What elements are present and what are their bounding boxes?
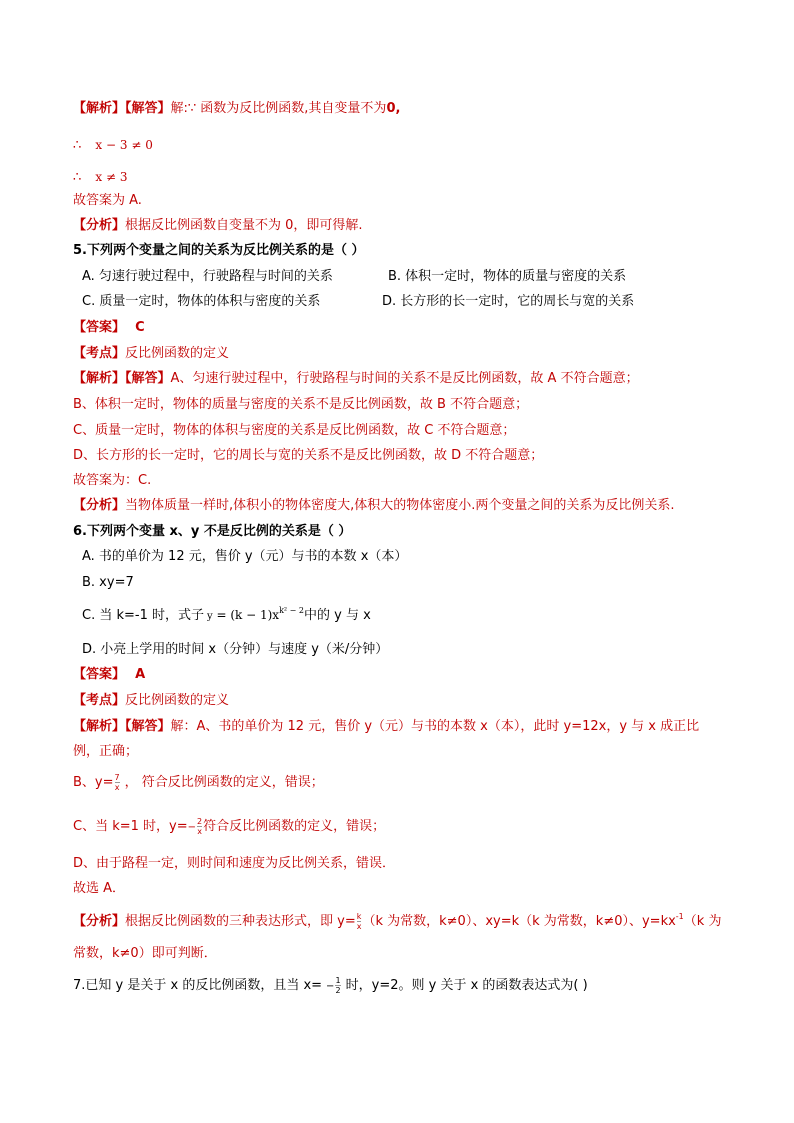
q4-analysis-line: 【解析】【解答】解:∵ 函数为反比例函数,其自变量不为0, (73, 101, 401, 116)
q6-kaodian: 【考点】反比例函数的定义 (73, 693, 230, 708)
q6-analysis-b: B、y= $\frac{7}{x}$ ， 符合反比例函数的定义，错误； (73, 773, 324, 792)
q6-option-d: D. 小亮上学用的时间 x（分钟）与速度 y（米/分钟） (82, 642, 389, 657)
q4-answer-line: 故答案为 A. (73, 193, 142, 208)
q6-analysis-2: 例，正确； (73, 744, 139, 759)
q5-analysis-2: B、体积一定时，物体的质量与密度的关系不是反比例函数，故 B 不符合题意； (73, 397, 529, 412)
q6-analysis-1: 【解析】【解答】解：A、书的单价为 12 元，售价 y（元）与书的本数 x（本），此时 y=12x，y 与 x 成正比 (73, 719, 700, 734)
q5-analysis-1: 【解析】【解答】A、匀速行驶过程中，行驶路程与时间的关系不是反比例函数，故 A 不符合题意； (73, 371, 639, 386)
q5-analysis-4: D、长方形的长一定时，它的周长与宽的关系不是反比例函数，故 D 不符合题意； (73, 448, 544, 463)
q5-options-row-1 (82, 268, 682, 286)
q6-option-a: A. 书的单价为 12 元，售价 y（元）与书的本数 x（本） (82, 549, 408, 564)
q5-options-row-2 (82, 293, 682, 311)
q5-option-b: B. 体积一定时，物体的质量与密度的关系 (388, 269, 627, 284)
q4-fenxi-line: 【分析】根据反比例函数自变量不为 0，即可得解. (73, 218, 363, 233)
fraction: $\frac{1}{2}$ (335, 976, 341, 995)
q5-analysis-3: C、质量一定时，物体的体积与密度的关系是反比例函数，故 C 不符合题意； (73, 423, 516, 438)
q5-option-a: A. 匀速行驶过程中，行驶路程与时间的关系 (82, 269, 333, 284)
q6-fenxi-2: 常数，k≠0）即可判断． (73, 946, 217, 961)
q5-answer: 【答案】 C (73, 320, 145, 335)
q6-analysis-d: D、由于路程一定，则时间和速度为反比例关系，错误． (73, 856, 396, 871)
q6-analysis-c: C、当 k=1 时，y=− $\frac{2}{x}$ 符合反比例函数的定义，错误； (73, 817, 386, 836)
analysis-tag: 【解析】【解答】 (73, 101, 171, 116)
q5-answer-line: 故答案为：C. (73, 473, 152, 488)
q5-fenxi: 【分析】当物体质量一样时,体积小的物体密度大,体积大的物体密度小.两个变量之间的关系为反比例关系. (73, 498, 675, 513)
fraction: $\frac{k}{x}$ (356, 912, 362, 931)
fraction: $\frac{2}{x}$ (197, 817, 203, 836)
fraction: $\frac{7}{x}$ (114, 773, 120, 792)
q5-kaodian: 【考点】反比例函数的定义 (73, 346, 230, 361)
q4-therefore-2: ∴ x ≠ 3 (73, 170, 128, 185)
q6-fenxi-1: 【分析】根据反比例函数的三种表达形式，即 y= $\frac{k}{x}$ （k 为常数，k≠0）、xy=k（k 为常数，k≠0）、$y=kx^{-1}(k$ 为 (73, 912, 722, 931)
q6-option-c: C. 当 k=-1 时，式子 $y = (k - 1)x^{k^2 - 2}$中的 y 与 x (82, 606, 371, 623)
q5-question: 5.下列两个变量之间的关系为反比例关系的是（ ） (73, 243, 365, 258)
q7-question: 7.已知 y 是关于 x 的反比例函数，且当 x= − $\frac{1}{2}$ 时，y=2。则 y 关于 x 的函数表达式为( ) (73, 976, 588, 995)
q4-therefore-1: ∴ x − 3 ≠ 0 (73, 138, 153, 153)
therefore-symbol: ∴ (73, 138, 82, 153)
q5-option-c: C. 质量一定时，物体的体积与密度的关系 (82, 294, 321, 309)
therefore-symbol: ∴ (73, 170, 82, 185)
q6-option-b: B. xy=7 (82, 575, 134, 590)
q6-answer: 【答案】 A (73, 667, 146, 682)
q6-question: 6.下列两个变量 x、y 不是反比例的关系是（ ） (73, 524, 352, 539)
q6-answer-line: 故选 A． (73, 881, 126, 896)
q5-option-d: D. 长方形的长一定时，它的周长与宽的关系 (382, 294, 635, 309)
